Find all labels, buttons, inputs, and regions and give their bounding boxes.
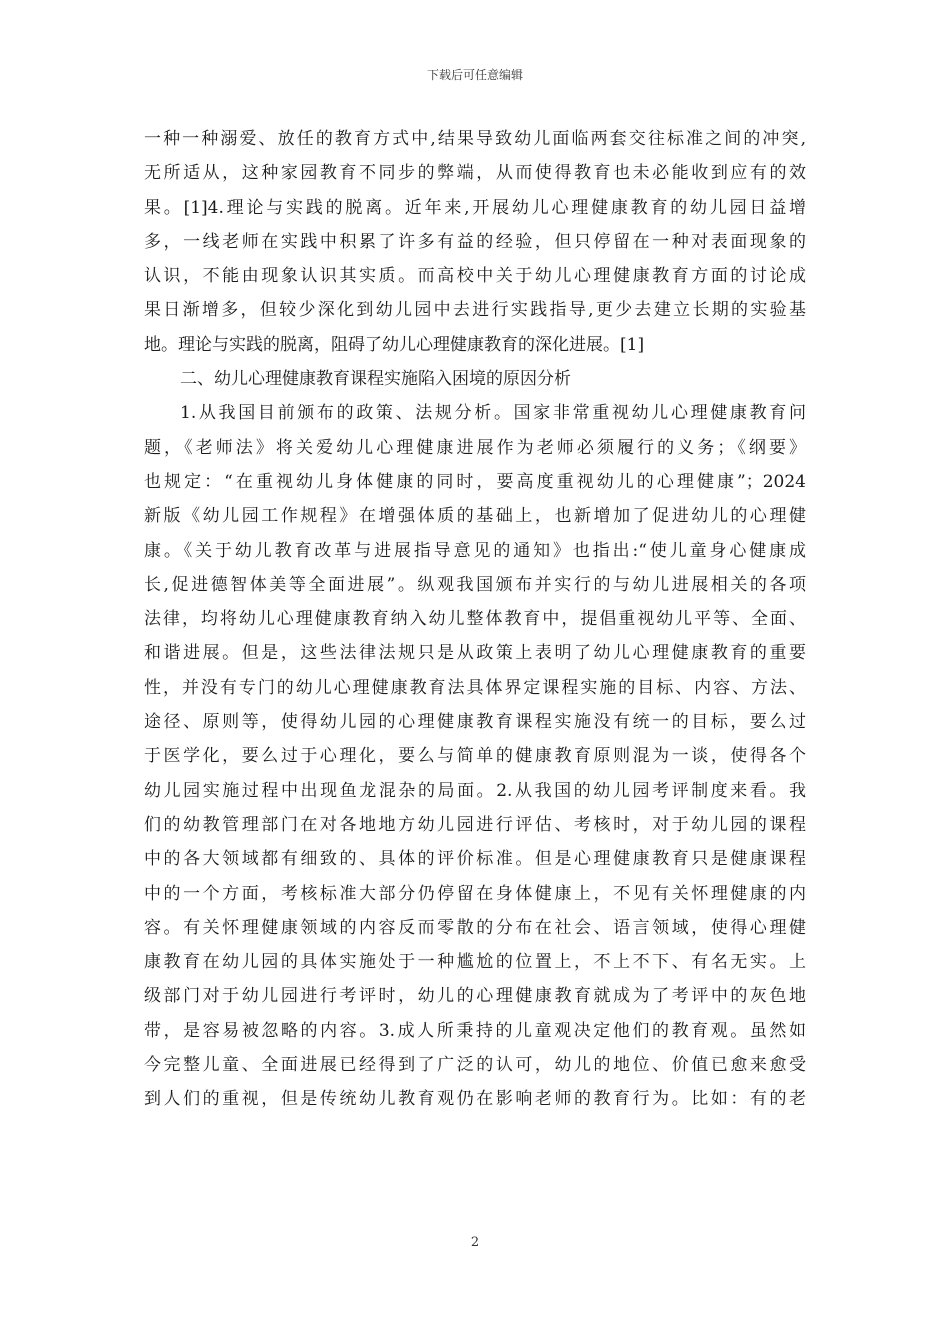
text-line: 也规定：“在重视幼儿身体健康的同时，要高度重视幼儿的心理健康”；2024 xyxy=(144,471,806,492)
text-line: 康教育在幼儿园的具体实施处于一种尴尬的位置上，不上不下、有名无实。上 xyxy=(144,952,806,973)
text-line: 和谐进展。但是，这些法律法规只是从政策上表明了幼儿心理健康教育的重要 xyxy=(144,643,806,664)
text-line: 到人们的重视，但是传统幼儿教育观仍在影响老师的教育行为。比如：有的老 xyxy=(144,1089,806,1110)
page-number: 2 xyxy=(470,1235,480,1250)
text-line: 无所适从，这种家园教育不同步的弊端，从而使得教育也未必能收到应有的效 xyxy=(144,163,806,184)
text-line: 容。有关怀理健康领域的内容反而零散的分布在社会、语言领域，使得心理健 xyxy=(144,917,806,938)
text-line: 性，并没有专门的幼儿心理健康教育法具体界定课程实施的目标、内容、方法、 xyxy=(144,677,806,698)
text-line: 中的一个方面，考核标准大部分仍停留在身体健康上，不见有关怀理健康的内 xyxy=(144,883,806,904)
text-line: 级部门对于幼儿园进行考评时，幼儿的心理健康教育就成为了考评中的灰色地 xyxy=(144,986,806,1007)
text-line: 带，是容易被忽略的内容。3.成人所秉持的儿童观决定他们的教育观。虽然如 xyxy=(144,1020,806,1041)
text-line: 法律，均将幼儿心理健康教育纳入幼儿整体教育中，提倡重视幼儿平等、全面、 xyxy=(144,609,806,630)
text-line: 一种一种溺爱、放任的教育方式中,结果导致幼儿面临两套交往标准之间的冲突, xyxy=(144,129,806,149)
text-line: 长,促进德智体美等全面进展”。纵观我国颁布并实行的与幼儿进展相关的各项 xyxy=(144,574,806,595)
text-line: 果日渐增多，但较少深化到幼儿园中去进行实践指导,更少去建立长期的实验基 xyxy=(144,300,806,321)
text-line: 二、幼儿心理健康教育课程实施陷入困境的原因分析 xyxy=(180,369,571,390)
text-line: 新版《幼儿园工作规程》在增强体质的基础上，也新增加了促进幼儿的心理健 xyxy=(144,506,806,527)
text-line: 认识，不能由现象认识其实质。而高校中关于幼儿心理健康教育方面的讨论成 xyxy=(144,266,806,287)
text-line: 多，一线老师在实践中积累了许多有益的经验，但只停留在一种对表面现象的 xyxy=(144,231,806,252)
text-line: 今完整儿童、全面进展已经得到了广泛的认可，幼儿的地位、价值已愈来愈受 xyxy=(144,1055,806,1076)
text-line: 地。理论与实践的脱离，阻碍了幼儿心理健康教育的深化进展。[1] xyxy=(144,334,645,355)
text-line: 中的各大领域都有细致的、具体的评价标准。但是心理健康教育只是健康课程 xyxy=(144,849,806,870)
text-line: 途径、原则等，使得幼儿园的心理健康教育课程实施没有统一的目标，要么过 xyxy=(144,712,806,733)
document-body xyxy=(144,122,806,1117)
text-line: 1.从我国目前颁布的政策、法规分析。国家非常重视幼儿心理健康教育问 xyxy=(180,403,806,424)
text-line: 康。《关于幼儿教育改革与进展指导意见的通知》也指出:“使儿童身心健康成 xyxy=(144,540,806,561)
text-line: 们的幼教管理部门在对各地地方幼儿园进行评估、考核时，对于幼儿园的课程 xyxy=(144,814,806,835)
text-line: 于医学化，要么过于心理化，要么与简单的健康教育原则混为一谈，使得各个 xyxy=(144,746,806,767)
text-line: 幼儿园实施过程中出现鱼龙混杂的局面。2.从我国的幼儿园考评制度来看。我 xyxy=(144,780,806,801)
text-line: 题，《老师法》将关爱幼儿心理健康进展作为老师必须履行的义务；《纲要》 xyxy=(144,437,806,458)
text-line: 果。[1]4.理论与实践的脱离。近年来,开展幼儿心理健康教育的幼儿园日益增 xyxy=(144,197,806,218)
page-header: 下载后可任意编辑 xyxy=(426,68,523,82)
